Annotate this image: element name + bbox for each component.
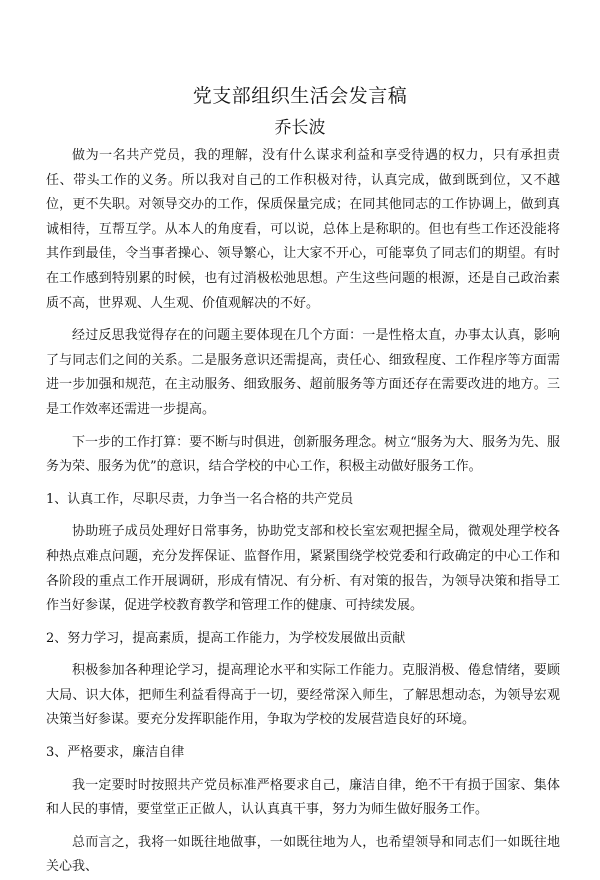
- paragraph-reflection: 经过反思我觉得存在的问题主要体现在几个方面：一是性格太直，办事太认真，影响了与同志们之间的关系。二是服务意识还需提高，责任心、细致程度、工作程序等方面需进一步加强和规范，在主动服务、细致服务、超前服务等方面还存在需要改进的地方。三是工作效率还需进一步提高。: [46, 328, 560, 417]
- paragraph-next-plan: 下一步的工作打算：要不断与时俱进，创新服务理念。树立“服务为大、服务为先、服务为荣、服务为优”的意识，结合学校的中心工作，积极主动做好服务工作。: [46, 434, 560, 475]
- author-name: 乔长波: [274, 118, 326, 138]
- paragraph-section-2: 积极参加各种理论学习，提高理论水平和实际工作能力。克服消极、倦怠情绪，要顾大局、识大体，把师生利益看得高于一切，要经常深入师生，了解思想动态，为领导宏观决策当好参谋。要充分发挥职能作用，争取为学校的发展营造良好的环境。: [46, 663, 560, 728]
- section-heading-1: 1、认真工作，尽职尽责，力争当一名合格的共产党员: [46, 491, 354, 507]
- paragraph-section-1: 协助班子成员处理好日常事务，协助党支部和校长室宏观把握全局，微观处理学校各种热点难点问题，充分发挥保证、监督作用，紧紧围绕学校党委和行政确定的中心工作和各阶段的重点工作开展调研，形成有情况、有分析、有对策的报告，为领导决策和指导工作当好参谋，促进学校教育教学和管理工作的健康、可持续发展。: [46, 524, 560, 614]
- paragraph-section-3: 我一定要时时按照共产党员标准严格要求自己，廉洁自律，绝不干有损于国家、集体和人民的事情，要堂堂正正做人，认认真真干事，努力为师生做好服务工作。: [46, 777, 560, 818]
- section-heading-3: 3、严格要求，廉洁自律: [46, 745, 185, 761]
- paragraph-self-assessment: 做为一名共产党员，我的理解，没有什么谋求利益和享受待遇的权力，只有承担责任、带头工作的义务。所以我对自己的工作积极对待，认真完成，做到既到位，又不越位，更不失职。对领导交办的工作，保质保量完成；在同其他同志的工作协调上，做到真诚相待，互帮互学。从本人的角度看，可以说，总体上是称职的。但也有些工作还没能将其作到最佳，令当事者操心、领导繁心，让大家不开心，可能辜负了同志们的期望。有时在工作感到特别累的时候，也有过消极松弛思想。产生这些问题的根源，还是自己政治素质不高，世界观、人生观、价值观解决的不好。: [46, 148, 560, 311]
- document-body: [46, 144, 560, 880]
- paragraph-conclusion: 总而言之，我将一如既往地做事，一如既往地为人，也希望领导和同志们一如既往地关心我、: [46, 834, 560, 875]
- document-title: 党支部组织生活会发言稿: [192, 85, 408, 107]
- section-heading-2: 2、努力学习，提高素质，提高工作能力，为学校发展做出贡献: [46, 630, 406, 646]
